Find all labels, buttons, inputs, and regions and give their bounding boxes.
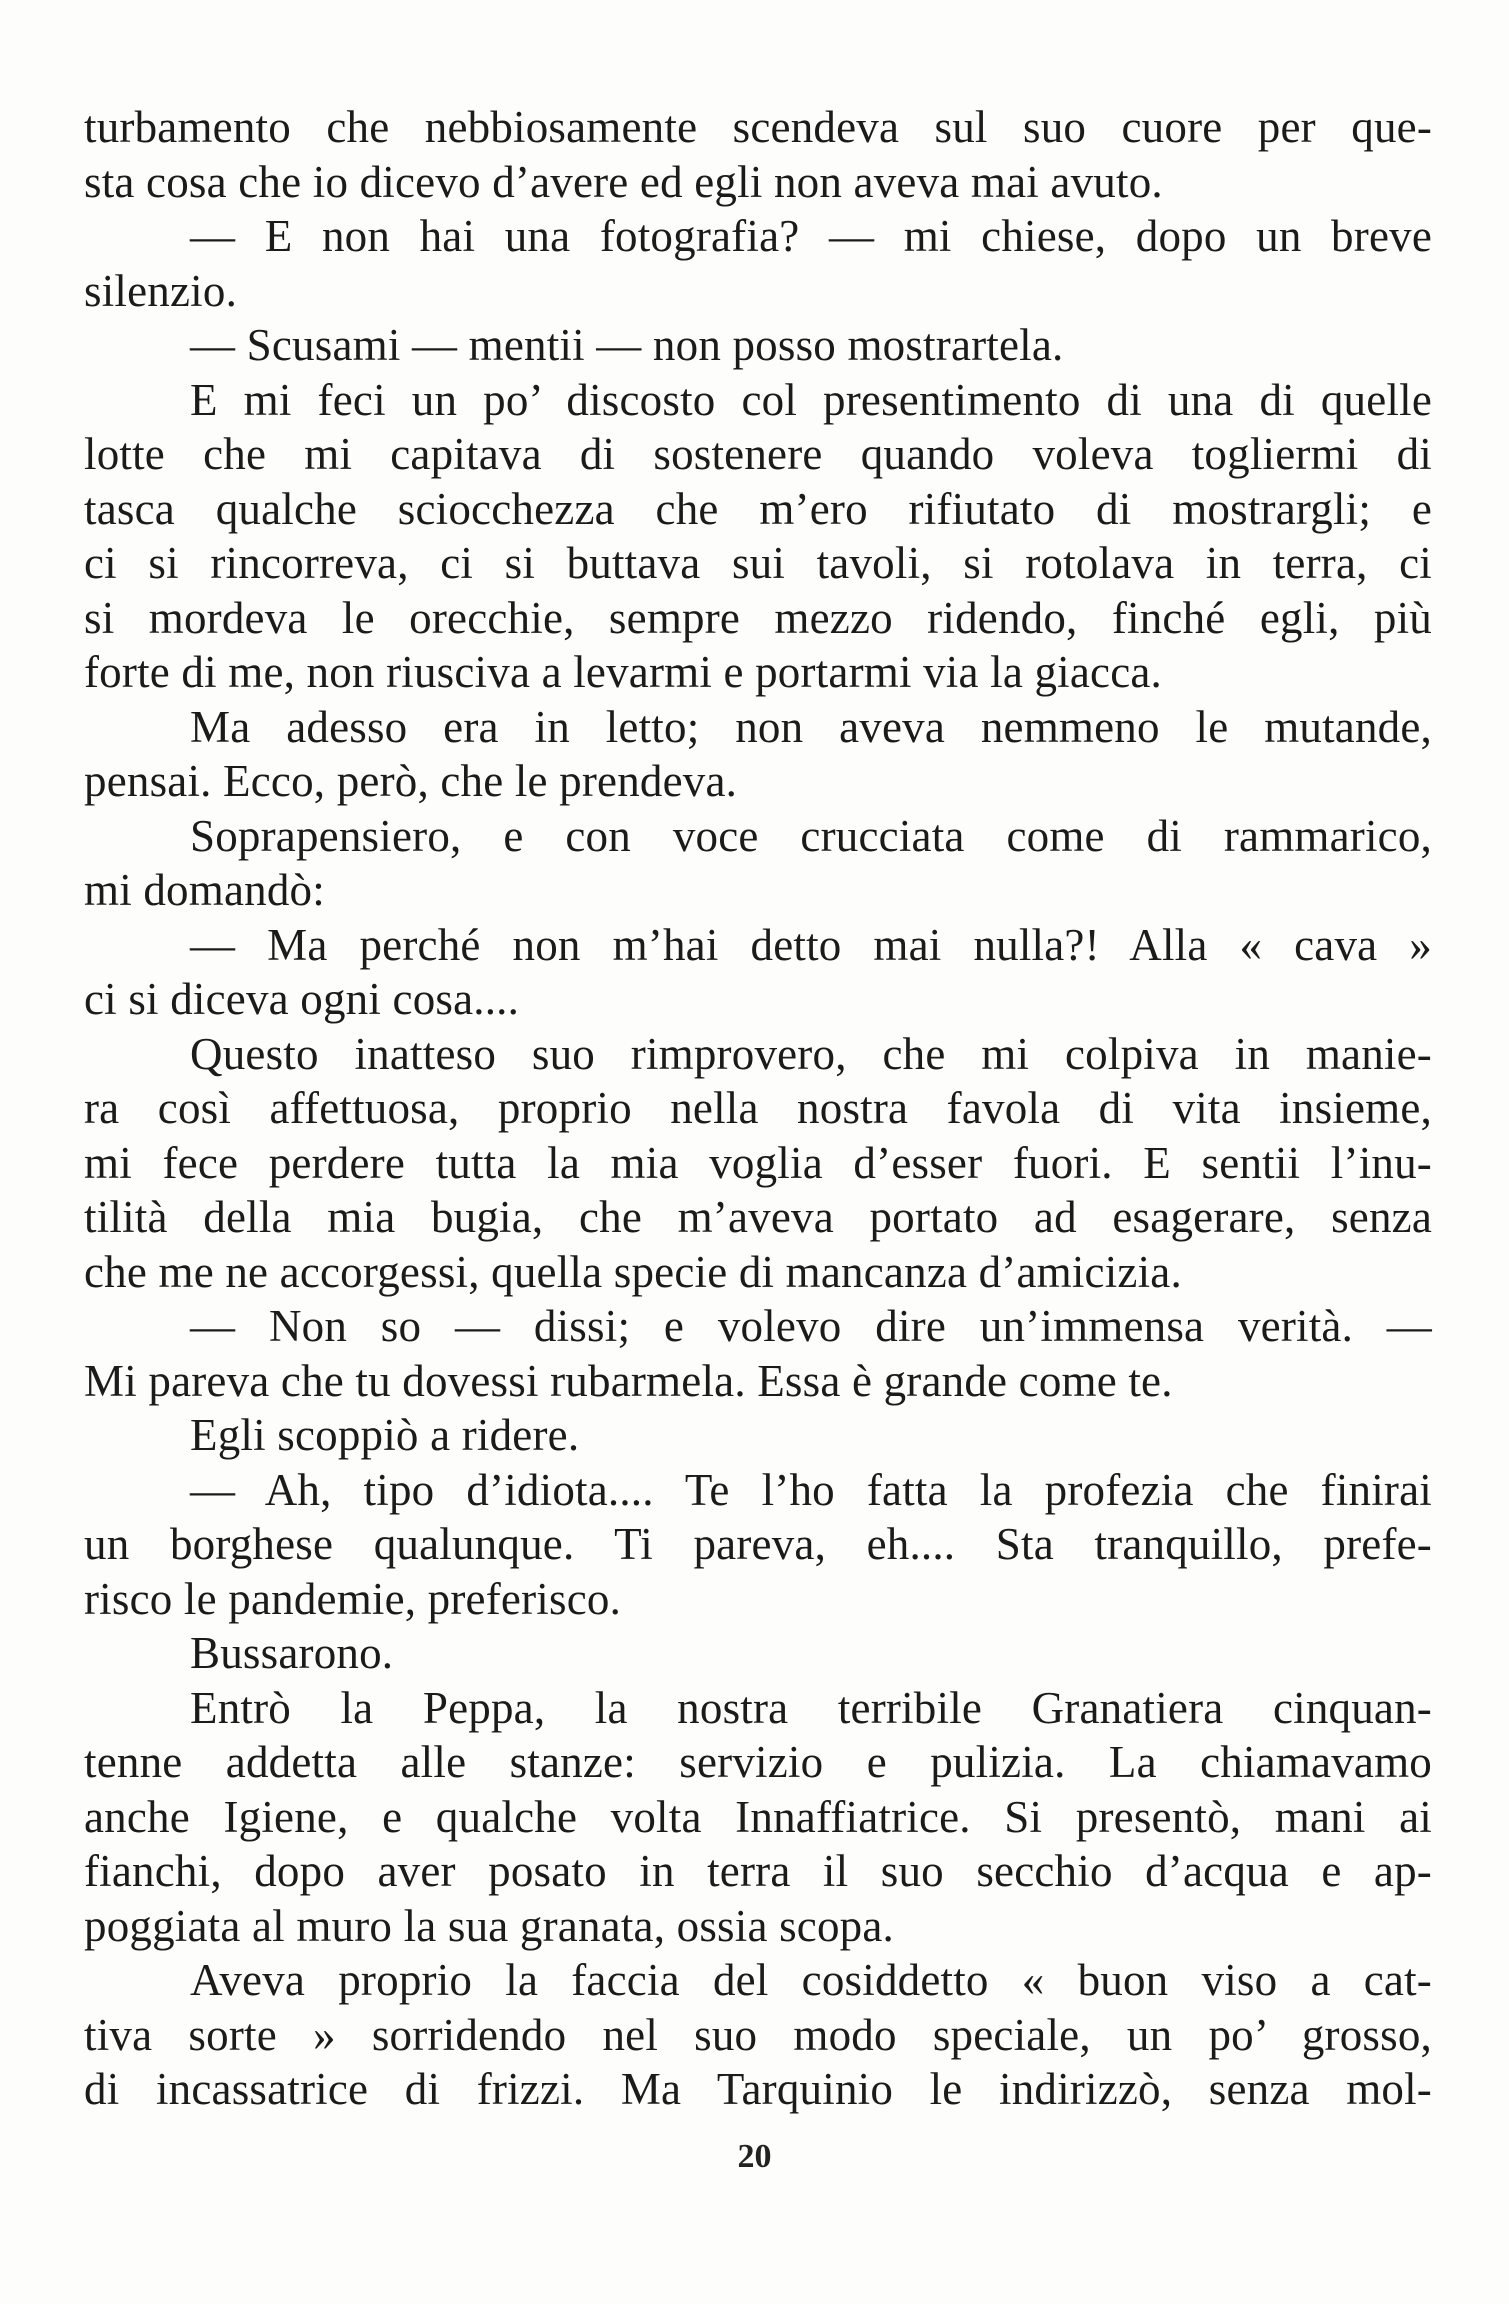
text-line: un borghese qualunque. Ti pareva, eh.... Sta tranquillo, prefe- bbox=[84, 1519, 1432, 1569]
text-line: ra così affettuosa, proprio nella nostra favola di vita insieme, bbox=[84, 1083, 1432, 1133]
text-line: che me ne accorgessi, quella specie di mancanza d’amicizia. bbox=[84, 1246, 1182, 1297]
text-line: sta cosa che io dicevo d’avere ed egli non aveva mai avuto. bbox=[84, 156, 1163, 207]
text-line: Soprapensiero, e con voce crucciata come di rammarico, bbox=[190, 810, 1432, 861]
text-line: risco le pandemie, preferisco. bbox=[84, 1573, 622, 1624]
text-line: mi domandò: bbox=[84, 865, 325, 915]
text-line: silenzio. bbox=[84, 265, 238, 316]
text-line: Entrò la Peppa, la nostra terribile Granatiera cinquan- bbox=[190, 1682, 1432, 1733]
text-line: — Scusami — mentii — non posso mostrartela. bbox=[190, 320, 1064, 370]
text-line: — Ah, tipo d’idiota.... Te l’ho fatta la profezia che finirai bbox=[190, 1464, 1432, 1515]
text-line: ci si rincorreva, ci si buttava sui tavoli, si rotolava in terra, ci bbox=[84, 538, 1432, 588]
text-line: ci si diceva ogni cosa.... bbox=[84, 974, 520, 1024]
text-line: pensai. Ecco, però, che le prendeva. bbox=[84, 756, 738, 806]
text-line: forte di me, non riusciva a levarmi e portarmi via la giacca. bbox=[84, 647, 1163, 697]
text-line: Ma adesso era in letto; non aveva nemmeno le mutande, bbox=[190, 701, 1432, 752]
text-line: E mi feci un po’ discosto col presentimento di una di quelle bbox=[190, 374, 1432, 425]
page-body bbox=[84, 100, 1432, 2117]
text-line: turbamento che nebbiosamente scendeva sul suo cuore per que- bbox=[84, 102, 1432, 152]
text-line: Questo inatteso suo rimprovero, che mi colpiva in manie- bbox=[190, 1028, 1432, 1079]
page-number: 20 bbox=[737, 2138, 772, 2175]
text-line: — Non so — dissi; e volevo dire un’immensa verità. — bbox=[190, 1301, 1432, 1351]
text-line: Aveva proprio la faccia del cosiddetto « buon viso a cat- bbox=[190, 1955, 1432, 2005]
text-line: si mordeva le orecchie, sempre mezzo ridendo, finché egli, più bbox=[84, 592, 1432, 643]
text-line: lotte che mi capitava di sostenere quando voleva togliermi di bbox=[84, 429, 1432, 479]
text-line: poggiata al muro la sua granata, ossia scopa. bbox=[84, 1900, 894, 1951]
text-line: — Ma perché non m’hai detto mai nulla?! Alla « cava » bbox=[190, 919, 1432, 970]
text-line: Egli scoppiò a ridere. bbox=[190, 1410, 580, 1460]
text-line: Bussarono. bbox=[190, 1628, 394, 1678]
text-line: tenne addetta alle stanze: servizio e pulizia. La chiamavamo bbox=[84, 1737, 1432, 1787]
text-line: fianchi, dopo aver posato in terra il suo secchio d’acqua e ap- bbox=[84, 1846, 1432, 1896]
text-line: mi fece perdere tutta la mia voglia d’esser fuori. E sentii l’inu- bbox=[84, 1137, 1432, 1188]
text-line: di incassatrice di frizzi. Ma Tarquinio le indirizzò, senza mol- bbox=[84, 2064, 1432, 2114]
text-line: — E non hai una fotografia? — mi chiese, dopo un breve bbox=[190, 211, 1432, 261]
text-line: tilità della mia bugia, che m’aveva portato ad esagerare, senza bbox=[84, 1192, 1432, 1242]
text-line: Mi pareva che tu dovessi rubarmela. Essa è grande come te. bbox=[84, 1355, 1173, 1406]
text-line: anche Igiene, e qualche volta Innaffiatrice. Si presentò, mani ai bbox=[84, 1791, 1432, 1842]
text-line: tasca qualche sciocchezza che m’ero rifiutato di mostrargli; e bbox=[84, 483, 1432, 534]
text-line: tiva sorte » sorridendo nel suo modo speciale, un po’ grosso, bbox=[84, 2009, 1432, 2060]
